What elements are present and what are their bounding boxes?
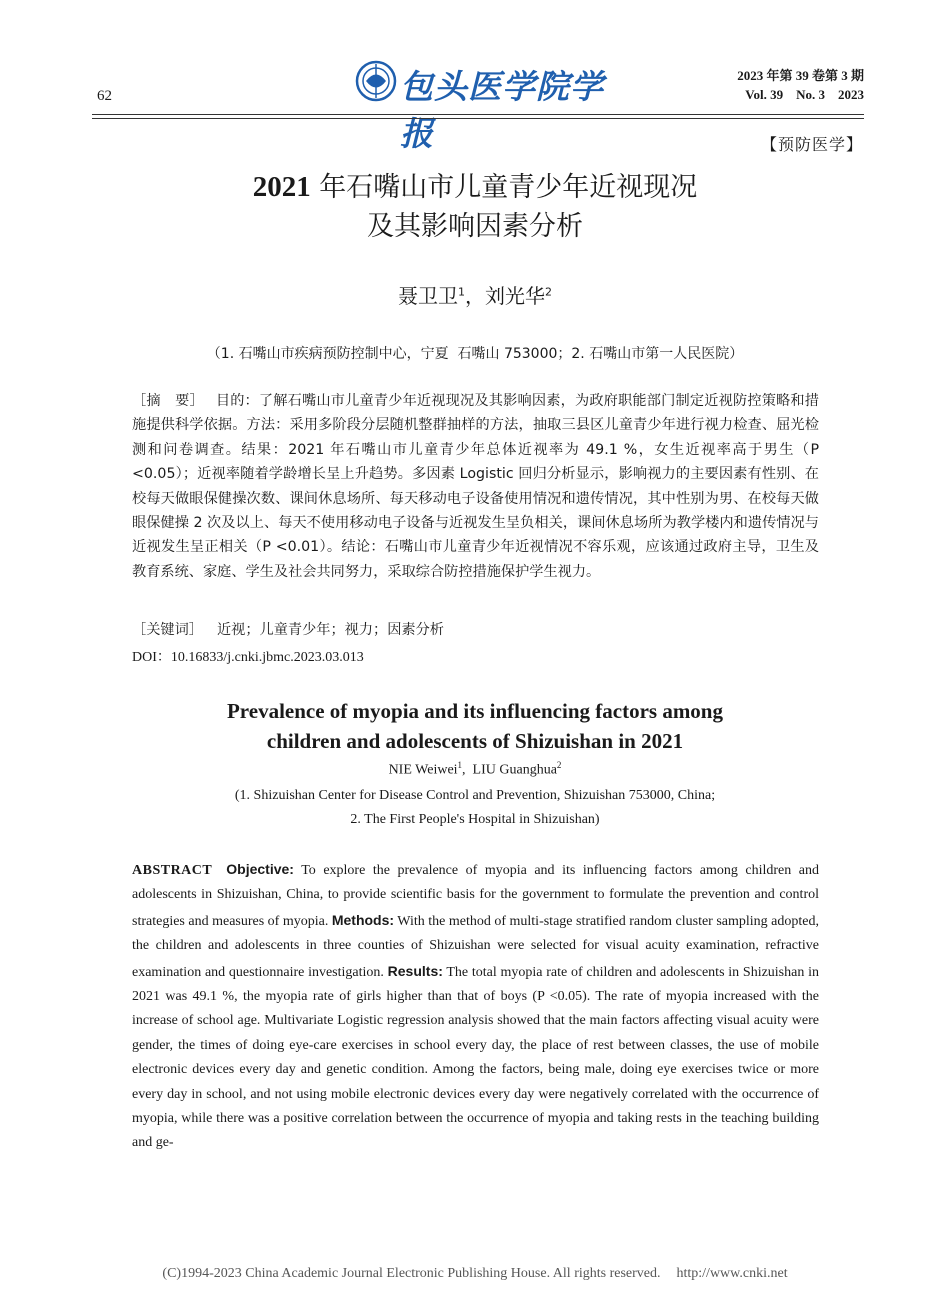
author1-en-sup: 1 [457, 760, 463, 770]
copyright-text: (C)1994-2023 China Academic Journal Electronic Publishing House. All rights reserved. [162, 1266, 661, 1281]
copyright-footer [0, 1266, 950, 1282]
keywords-cn [132, 619, 444, 639]
authors-cn-separator: ， [465, 284, 485, 308]
keywords-cn-label: ［关键词］ [132, 622, 203, 638]
issue-info-en: Vol. 39 No. 3 2023 [745, 87, 864, 102]
abstract-cn-text: 目的：了解石嘴山市儿童青少年近视现况及其影响因素，为政府职能部门制定近视防控策略和措施提供科学依据。方法：采用多阶段分层随机整群抽样的方法，抽取三县区儿童青少年进行视力检查、屈光检测和问卷调查。结果：2021 年石嘴山市儿童青少年总体近视率为 49.1 %，女生近视率高于男生（P <0.05）；近视率随着学龄增长呈上升趋势。多因素 Logistic 回归分析显示，影响视力的主要因素有性别、在校每天做眼保健操次数、课间休息场所、每天移动电子设备使用情况和遗传情况，其中性别为男、在校每天做眼保健操 2 次及以上、每天不使用移动电子设备与近视发生呈负相关，课间休息场所为教学楼内和遗传情况与近视发生呈正相关（P <0.01）。结论：石嘴山市儿童青少年近视情况不容乐观，应该通过政府主导，卫生及教育系统、家庭、学生及社会共同努力，采取综合防控措施保护学生视力。 [132, 393, 819, 580]
author2-en: LIU Guanghua [472, 762, 557, 778]
title-cn-line1: 年石嘴山市儿童青少年近视现况 [310, 172, 698, 203]
page-title-en [0, 696, 950, 756]
methods-text: With the method of multi-stage stratified random cluster sampling adopted, the children and adolescents in three counties of Shizuishan were selected for visual acuity examination, refractive examination and questionnaire investigation. [132, 913, 819, 980]
author2-cn-sup: 2 [545, 285, 552, 299]
issue-info-cn: 2023 年第 39 卷第 3 期 [737, 68, 864, 83]
results-text: The total myopia rate of children and adolescents in Shizuishan in 2021 was 49.1 %, the myopia rate of girls higher than that of boys (P <0.05). The rate of myopia increased with the increase of school age. Multivariate Logistic regression analysis showed that the main factors affecting visual acuity were gender, the times of doing eye-care exercises in school every day, the place of rest between classes, the use of mobile electronic devices every day and genetic condition. Among the factors, being male, doing eye exercises twice or more every day in school, and not using mobile electronic devices every day were negatively correlated with the occurrence of myopia, while there was a positive correlation between the occurrence of myopia and taking rests in the teaching building and ge- [132, 964, 819, 1151]
section-label: 【预防医学】 [760, 135, 863, 154]
objective-text: To explore the prevalence of myopia and its influencing factors among children and adolescents in Shizuishan, China, to provide scientific basis for the government to formulate the prevention and control strategies and measures of myopia. [132, 863, 819, 929]
results-label: Results: [387, 962, 443, 979]
journal-name: 包头医学院学报 [400, 67, 604, 153]
abstract-cn [132, 389, 819, 584]
authors-cn [0, 280, 950, 309]
header-rule-top [92, 114, 864, 115]
affiliation-en-line2: 2. The First People's Hospital in Shizuishan) [350, 812, 600, 827]
objective-label: Objective: [226, 861, 294, 877]
abstract-en-label: ABSTRACT [132, 863, 213, 878]
affiliation-cn: （1. 石嘴山市疾病预防控制中心，宁夏 石嘴山 753000；2. 石嘴山市第一人民医院） [206, 346, 744, 362]
author2-cn: 刘光华 [485, 284, 545, 308]
title-year: 2021 [252, 171, 311, 203]
title-en-line2: children and adolescents of Shizuishan in 2021 [266, 729, 684, 753]
methods-label: Methods: [331, 911, 395, 928]
abstract-en [132, 857, 819, 1156]
authors-en-separator: , [462, 762, 473, 778]
doi: DOI：10.16833/j.cnki.jbmc.2023.03.013 [132, 650, 364, 665]
author1-en: NIE Weiwei [388, 762, 458, 778]
affiliation-en-line1: (1. Shizuishan Center for Disease Control and Prevention, Shizuishan 753000, China; [234, 788, 716, 803]
author1-cn-sup: 1 [458, 285, 465, 299]
issue-info [737, 66, 864, 104]
page-title-cn [0, 168, 950, 246]
author2-en-sup: 2 [556, 760, 562, 770]
cnki-link[interactable]: http://www.cnki.net [676, 1266, 788, 1281]
authors-en [0, 760, 950, 779]
header-rule-bottom [92, 118, 864, 119]
keywords-cn-text: 近视；儿童青少年；视力；因素分析 [216, 622, 444, 638]
author1-cn: 聂卫卫 [398, 284, 458, 308]
page-number: 62 [97, 88, 112, 104]
abstract-cn-label: ［摘 要］ [132, 393, 204, 409]
journal-logo [354, 58, 609, 153]
title-cn-line2: 及其影响因素分析 [367, 211, 583, 242]
affiliation-en [0, 784, 950, 832]
title-en-line1: Prevalence of myopia and its influencing factors among [226, 699, 723, 723]
